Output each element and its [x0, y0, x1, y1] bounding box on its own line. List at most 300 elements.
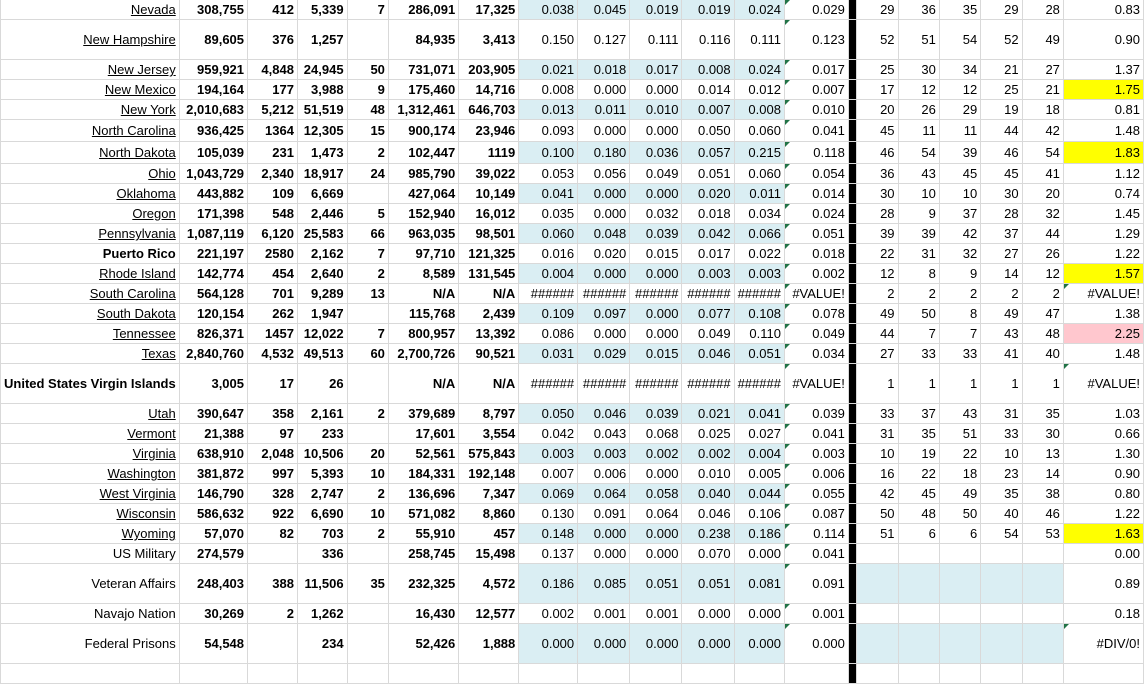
- count-cell[interactable]: 13: [347, 284, 388, 304]
- state-link[interactable]: Wisconsin: [116, 506, 176, 521]
- state-link[interactable]: Nevada: [130, 2, 176, 17]
- rank-cell[interactable]: 8: [898, 264, 939, 284]
- count-cell[interactable]: 3,554: [459, 424, 519, 444]
- state-name-cell[interactable]: [1, 524, 180, 544]
- count-cell[interactable]: 2: [347, 264, 388, 284]
- rank-cell[interactable]: 48: [898, 504, 939, 524]
- count-cell[interactable]: 2: [347, 404, 388, 424]
- ratio-cell[interactable]: 1.75: [1063, 80, 1143, 100]
- count-cell[interactable]: [248, 624, 298, 664]
- rank-cell[interactable]: 12: [939, 80, 980, 100]
- count-cell[interactable]: 16,012: [459, 204, 519, 224]
- state-name-cell[interactable]: [1, 484, 180, 504]
- count-cell[interactable]: 14,716: [459, 80, 519, 100]
- count-cell[interactable]: 308,755: [179, 0, 247, 20]
- rate-cell[interactable]: 0.048: [578, 224, 630, 244]
- rank-cell[interactable]: [939, 604, 980, 624]
- state-link[interactable]: Virginia: [132, 446, 176, 461]
- average-rate-cell[interactable]: 0.055: [784, 484, 848, 504]
- rate-cell[interactable]: 0.004: [519, 264, 578, 284]
- state-name-cell[interactable]: [1, 624, 180, 664]
- state-name-cell[interactable]: [1, 164, 180, 184]
- rank-cell[interactable]: 45: [898, 484, 939, 504]
- count-cell[interactable]: [347, 424, 388, 444]
- ratio-cell[interactable]: 1.45: [1063, 204, 1143, 224]
- rate-cell[interactable]: 0.130: [519, 504, 578, 524]
- count-cell[interactable]: 171,398: [179, 204, 247, 224]
- state-link[interactable]: Washington: [107, 466, 176, 481]
- count-cell[interactable]: 234: [297, 624, 347, 664]
- rate-cell[interactable]: 0.014: [682, 80, 734, 100]
- count-cell[interactable]: 55,910: [388, 524, 458, 544]
- rank-cell[interactable]: 31: [898, 244, 939, 264]
- ratio-cell[interactable]: 1.29: [1063, 224, 1143, 244]
- rate-cell[interactable]: 0.051: [734, 344, 784, 364]
- ratio-cell[interactable]: 1.48: [1063, 344, 1143, 364]
- rate-cell[interactable]: 0.019: [682, 0, 734, 20]
- count-cell[interactable]: 6,690: [297, 504, 347, 524]
- count-cell[interactable]: 13,392: [459, 324, 519, 344]
- count-cell[interactable]: 24,945: [297, 60, 347, 80]
- state-name-cell[interactable]: [1, 142, 180, 164]
- rank-cell[interactable]: 17: [856, 80, 898, 100]
- rate-cell[interactable]: 0.039: [630, 404, 682, 424]
- rate-cell[interactable]: ######: [682, 364, 734, 404]
- average-rate-cell[interactable]: 0.087: [784, 504, 848, 524]
- count-cell[interactable]: 52,426: [388, 624, 458, 664]
- rank-cell[interactable]: 41: [981, 344, 1022, 364]
- rank-cell[interactable]: 29: [981, 0, 1022, 20]
- rate-cell[interactable]: 0.003: [734, 264, 784, 284]
- rank-cell[interactable]: 10: [939, 184, 980, 204]
- ratio-cell[interactable]: 0.74: [1063, 184, 1143, 204]
- rank-cell[interactable]: 43: [898, 164, 939, 184]
- count-cell[interactable]: N/A: [388, 364, 458, 404]
- rate-cell[interactable]: 0.002: [682, 444, 734, 464]
- count-cell[interactable]: 175,460: [388, 80, 458, 100]
- count-cell[interactable]: [248, 544, 298, 564]
- rank-cell[interactable]: 23: [981, 464, 1022, 484]
- rank-cell[interactable]: 41: [1022, 164, 1063, 184]
- rank-cell[interactable]: 47: [1022, 304, 1063, 324]
- count-cell[interactable]: 39,022: [459, 164, 519, 184]
- rate-cell[interactable]: 0.010: [682, 464, 734, 484]
- rate-cell[interactable]: 0.018: [578, 60, 630, 80]
- rank-cell[interactable]: 2: [981, 284, 1022, 304]
- count-cell[interactable]: 233: [297, 424, 347, 444]
- average-rate-cell[interactable]: 0.091: [784, 564, 848, 604]
- state-name-cell[interactable]: [1, 344, 180, 364]
- state-link[interactable]: Wyoming: [121, 526, 176, 541]
- rank-cell[interactable]: 1: [1022, 364, 1063, 404]
- rank-cell[interactable]: 27: [981, 244, 1022, 264]
- rate-cell[interactable]: 0.017: [630, 60, 682, 80]
- rank-cell[interactable]: 2: [939, 284, 980, 304]
- rate-cell[interactable]: 0.024: [734, 60, 784, 80]
- rate-cell[interactable]: 0.060: [734, 164, 784, 184]
- count-cell[interactable]: 5,212: [248, 100, 298, 120]
- average-rate-cell[interactable]: 0.051: [784, 224, 848, 244]
- count-cell[interactable]: 89,605: [179, 20, 247, 60]
- count-cell[interactable]: 16,430: [388, 604, 458, 624]
- state-link[interactable]: Pennsylvania: [98, 226, 176, 241]
- rate-cell[interactable]: 0.041: [519, 184, 578, 204]
- average-rate-cell[interactable]: 0.041: [784, 544, 848, 564]
- count-cell[interactable]: 8,589: [388, 264, 458, 284]
- rank-cell[interactable]: 44: [856, 324, 898, 344]
- average-rate-cell[interactable]: 0.000: [784, 624, 848, 664]
- rank-cell[interactable]: 8: [939, 304, 980, 324]
- rate-cell[interactable]: 0.003: [682, 264, 734, 284]
- state-name-cell[interactable]: [1, 264, 180, 284]
- rate-cell[interactable]: 0.036: [630, 142, 682, 164]
- empty-cell[interactable]: [856, 664, 898, 684]
- rank-cell[interactable]: 29: [856, 0, 898, 20]
- state-link[interactable]: West Virginia: [99, 486, 176, 501]
- count-cell[interactable]: 2: [248, 604, 298, 624]
- state-name-cell[interactable]: [1, 224, 180, 244]
- rate-cell[interactable]: ######: [578, 284, 630, 304]
- state-name-cell[interactable]: [1, 504, 180, 524]
- count-cell[interactable]: [347, 624, 388, 664]
- count-cell[interactable]: 826,371: [179, 324, 247, 344]
- rate-cell[interactable]: 0.086: [519, 324, 578, 344]
- state-link[interactable]: Oregon: [132, 206, 176, 221]
- state-name-cell[interactable]: [1, 424, 180, 444]
- count-cell[interactable]: 381,872: [179, 464, 247, 484]
- count-cell[interactable]: 66: [347, 224, 388, 244]
- count-cell[interactable]: 48: [347, 100, 388, 120]
- count-cell[interactable]: 731,071: [388, 60, 458, 80]
- rank-cell[interactable]: 18: [1022, 100, 1063, 120]
- rank-cell[interactable]: [856, 604, 898, 624]
- rate-cell[interactable]: 0.070: [682, 544, 734, 564]
- rank-cell[interactable]: 50: [898, 304, 939, 324]
- rank-cell[interactable]: 49: [856, 304, 898, 324]
- rate-cell[interactable]: 0.017: [682, 244, 734, 264]
- average-rate-cell[interactable]: #VALUE!: [784, 364, 848, 404]
- rate-cell[interactable]: 0.001: [630, 604, 682, 624]
- rate-cell[interactable]: 0.068: [630, 424, 682, 444]
- count-cell[interactable]: 10,506: [297, 444, 347, 464]
- ratio-cell[interactable]: 2.25: [1063, 324, 1143, 344]
- average-rate-cell[interactable]: 0.114: [784, 524, 848, 544]
- count-cell[interactable]: 24: [347, 164, 388, 184]
- rate-cell[interactable]: 0.035: [519, 204, 578, 224]
- rank-cell[interactable]: [856, 624, 898, 664]
- count-cell[interactable]: 457: [459, 524, 519, 544]
- rate-cell[interactable]: 0.020: [682, 184, 734, 204]
- rank-cell[interactable]: 45: [939, 164, 980, 184]
- rate-cell[interactable]: 0.060: [519, 224, 578, 244]
- rank-cell[interactable]: 37: [981, 224, 1022, 244]
- state-name-cell[interactable]: [1, 324, 180, 344]
- rate-cell[interactable]: 0.100: [519, 142, 578, 164]
- count-cell[interactable]: 274,579: [179, 544, 247, 564]
- rank-cell[interactable]: 6: [939, 524, 980, 544]
- count-cell[interactable]: 26: [297, 364, 347, 404]
- rate-cell[interactable]: 0.000: [519, 624, 578, 664]
- rate-cell[interactable]: ######: [519, 284, 578, 304]
- rate-cell[interactable]: 0.116: [682, 20, 734, 60]
- rate-cell[interactable]: 0.000: [578, 184, 630, 204]
- rate-cell[interactable]: 0.002: [519, 604, 578, 624]
- rank-cell[interactable]: 30: [981, 184, 1022, 204]
- empty-cell[interactable]: [519, 664, 578, 684]
- count-cell[interactable]: 232,325: [388, 564, 458, 604]
- average-rate-cell[interactable]: 0.010: [784, 100, 848, 120]
- count-cell[interactable]: 231: [248, 142, 298, 164]
- rank-cell[interactable]: [1022, 604, 1063, 624]
- rate-cell[interactable]: 0.111: [734, 20, 784, 60]
- rank-cell[interactable]: 28: [1022, 0, 1063, 20]
- count-cell[interactable]: 936,425: [179, 120, 247, 142]
- count-cell[interactable]: 97,710: [388, 244, 458, 264]
- empty-cell[interactable]: [1063, 664, 1143, 684]
- rank-cell[interactable]: 42: [939, 224, 980, 244]
- rate-cell[interactable]: 0.058: [630, 484, 682, 504]
- average-rate-cell[interactable]: 0.034: [784, 344, 848, 364]
- state-name-cell[interactable]: [1, 364, 180, 404]
- rate-cell[interactable]: ######: [682, 284, 734, 304]
- rate-cell[interactable]: 0.016: [519, 244, 578, 264]
- rate-cell[interactable]: ######: [734, 364, 784, 404]
- rank-cell[interactable]: 49: [939, 484, 980, 504]
- count-cell[interactable]: 586,632: [179, 504, 247, 524]
- rank-cell[interactable]: 22: [898, 464, 939, 484]
- ratio-cell[interactable]: 0.90: [1063, 20, 1143, 60]
- rate-cell[interactable]: 0.056: [578, 164, 630, 184]
- state-link[interactable]: Oklahoma: [116, 186, 176, 201]
- count-cell[interactable]: 443,882: [179, 184, 247, 204]
- count-cell[interactable]: 17,325: [459, 0, 519, 20]
- rank-cell[interactable]: 43: [981, 324, 1022, 344]
- count-cell[interactable]: 115,768: [388, 304, 458, 324]
- count-cell[interactable]: 57,070: [179, 524, 247, 544]
- rank-cell[interactable]: 35: [981, 484, 1022, 504]
- count-cell[interactable]: 2,340: [248, 164, 298, 184]
- count-cell[interactable]: 1,473: [297, 142, 347, 164]
- rate-cell[interactable]: 0.000: [578, 120, 630, 142]
- average-rate-cell[interactable]: 0.018: [784, 244, 848, 264]
- rate-cell[interactable]: 0.019: [630, 0, 682, 20]
- count-cell[interactable]: 7: [347, 244, 388, 264]
- count-cell[interactable]: [347, 604, 388, 624]
- ratio-cell[interactable]: 1.03: [1063, 404, 1143, 424]
- rate-cell[interactable]: 0.000: [630, 464, 682, 484]
- rate-cell[interactable]: 0.180: [578, 142, 630, 164]
- state-link[interactable]: New Mexico: [104, 82, 176, 97]
- ratio-cell[interactable]: #VALUE!: [1063, 364, 1143, 404]
- count-cell[interactable]: 2,640: [297, 264, 347, 284]
- state-link[interactable]: North Dakota: [99, 145, 176, 160]
- count-cell[interactable]: 412: [248, 0, 298, 20]
- rate-cell[interactable]: 0.108: [734, 304, 784, 324]
- ratio-cell[interactable]: #VALUE!: [1063, 284, 1143, 304]
- rate-cell[interactable]: 0.110: [734, 324, 784, 344]
- rank-cell[interactable]: 44: [981, 120, 1022, 142]
- count-cell[interactable]: 8,860: [459, 504, 519, 524]
- rank-cell[interactable]: 54: [981, 524, 1022, 544]
- rank-cell[interactable]: 22: [939, 444, 980, 464]
- rate-cell[interactable]: 0.053: [519, 164, 578, 184]
- average-rate-cell[interactable]: 0.003: [784, 444, 848, 464]
- count-cell[interactable]: 5,339: [297, 0, 347, 20]
- count-cell[interactable]: 17: [248, 364, 298, 404]
- count-cell[interactable]: 50: [347, 60, 388, 80]
- state-name-cell[interactable]: [1, 80, 180, 100]
- count-cell[interactable]: 4,532: [248, 344, 298, 364]
- state-name-cell[interactable]: [1, 204, 180, 224]
- empty-cell[interactable]: [784, 664, 848, 684]
- rank-cell[interactable]: 14: [1022, 464, 1063, 484]
- rate-cell[interactable]: 0.001: [578, 604, 630, 624]
- rate-cell[interactable]: 0.004: [734, 444, 784, 464]
- rank-cell[interactable]: 13: [1022, 444, 1063, 464]
- count-cell[interactable]: 142,774: [179, 264, 247, 284]
- rank-cell[interactable]: 2: [856, 284, 898, 304]
- count-cell[interactable]: 997: [248, 464, 298, 484]
- rank-cell[interactable]: 34: [939, 60, 980, 80]
- rank-cell[interactable]: 12: [1022, 264, 1063, 284]
- rate-cell[interactable]: 0.109: [519, 304, 578, 324]
- rate-cell[interactable]: 0.215: [734, 142, 784, 164]
- count-cell[interactable]: 60: [347, 344, 388, 364]
- count-cell[interactable]: 15: [347, 120, 388, 142]
- average-rate-cell[interactable]: 0.001: [784, 604, 848, 624]
- rate-cell[interactable]: 0.038: [519, 0, 578, 20]
- average-rate-cell[interactable]: 0.007: [784, 80, 848, 100]
- count-cell[interactable]: 1,947: [297, 304, 347, 324]
- rate-cell[interactable]: 0.186: [519, 564, 578, 604]
- count-cell[interactable]: 5: [347, 204, 388, 224]
- rank-cell[interactable]: 33: [898, 344, 939, 364]
- rate-cell[interactable]: 0.050: [682, 120, 734, 142]
- count-cell[interactable]: 23,946: [459, 120, 519, 142]
- rank-cell[interactable]: 22: [856, 244, 898, 264]
- rank-cell[interactable]: 33: [939, 344, 980, 364]
- rate-cell[interactable]: 0.042: [519, 424, 578, 444]
- state-name-cell[interactable]: [1, 20, 180, 60]
- rank-cell[interactable]: 51: [939, 424, 980, 444]
- rank-cell[interactable]: 19: [898, 444, 939, 464]
- state-link[interactable]: Utah: [148, 406, 176, 421]
- rank-cell[interactable]: 43: [939, 404, 980, 424]
- rate-cell[interactable]: ######: [630, 364, 682, 404]
- rate-cell[interactable]: 0.000: [578, 544, 630, 564]
- count-cell[interactable]: 10: [347, 504, 388, 524]
- rank-cell[interactable]: 40: [981, 504, 1022, 524]
- ratio-cell[interactable]: 1.38: [1063, 304, 1143, 324]
- rate-cell[interactable]: 0.008: [682, 60, 734, 80]
- rate-cell[interactable]: 0.000: [630, 264, 682, 284]
- rank-cell[interactable]: 36: [856, 164, 898, 184]
- rank-cell[interactable]: 12: [856, 264, 898, 284]
- rank-cell[interactable]: 11: [939, 120, 980, 142]
- rank-cell[interactable]: 52: [856, 20, 898, 60]
- empty-cell[interactable]: [297, 664, 347, 684]
- count-cell[interactable]: 2: [347, 484, 388, 504]
- state-name-cell[interactable]: [1, 464, 180, 484]
- rank-cell[interactable]: [981, 604, 1022, 624]
- count-cell[interactable]: 1,262: [297, 604, 347, 624]
- ratio-cell[interactable]: 1.63: [1063, 524, 1143, 544]
- rank-cell[interactable]: 46: [856, 142, 898, 164]
- count-cell[interactable]: 49,513: [297, 344, 347, 364]
- average-rate-cell[interactable]: 0.024: [784, 204, 848, 224]
- count-cell[interactable]: 4,848: [248, 60, 298, 80]
- rank-cell[interactable]: 7: [898, 324, 939, 344]
- count-cell[interactable]: 121,325: [459, 244, 519, 264]
- rate-cell[interactable]: 0.024: [734, 0, 784, 20]
- count-cell[interactable]: 82: [248, 524, 298, 544]
- count-cell[interactable]: 109: [248, 184, 298, 204]
- ratio-cell[interactable]: 0.18: [1063, 604, 1143, 624]
- count-cell[interactable]: 328: [248, 484, 298, 504]
- rank-cell[interactable]: [898, 624, 939, 664]
- count-cell[interactable]: 2,446: [297, 204, 347, 224]
- rank-cell[interactable]: 45: [856, 120, 898, 142]
- average-rate-cell[interactable]: 0.029: [784, 0, 848, 20]
- count-cell[interactable]: 2,700,726: [388, 344, 458, 364]
- rank-cell[interactable]: [939, 564, 980, 604]
- count-cell[interactable]: 6,669: [297, 184, 347, 204]
- count-cell[interactable]: 152,940: [388, 204, 458, 224]
- count-cell[interactable]: 2: [347, 142, 388, 164]
- rate-cell[interactable]: 0.000: [630, 120, 682, 142]
- empty-cell[interactable]: [939, 664, 980, 684]
- rate-cell[interactable]: 0.006: [578, 464, 630, 484]
- rate-cell[interactable]: 0.041: [734, 404, 784, 424]
- rank-cell[interactable]: 27: [1022, 60, 1063, 80]
- rank-cell[interactable]: 30: [1022, 424, 1063, 444]
- rate-cell[interactable]: ######: [578, 364, 630, 404]
- count-cell[interactable]: 1457: [248, 324, 298, 344]
- count-cell[interactable]: 571,082: [388, 504, 458, 524]
- count-cell[interactable]: 2,747: [297, 484, 347, 504]
- count-cell[interactable]: 10,149: [459, 184, 519, 204]
- rate-cell[interactable]: 0.012: [734, 80, 784, 100]
- rate-cell[interactable]: 0.186: [734, 524, 784, 544]
- count-cell[interactable]: 5,393: [297, 464, 347, 484]
- average-rate-cell[interactable]: 0.014: [784, 184, 848, 204]
- count-cell[interactable]: 703: [297, 524, 347, 544]
- rate-cell[interactable]: 0.069: [519, 484, 578, 504]
- state-link[interactable]: North Carolina: [91, 123, 176, 138]
- average-rate-cell[interactable]: 0.017: [784, 60, 848, 80]
- rank-cell[interactable]: 1: [898, 364, 939, 404]
- rate-cell[interactable]: ######: [630, 284, 682, 304]
- rank-cell[interactable]: [981, 544, 1022, 564]
- rate-cell[interactable]: 0.015: [630, 344, 682, 364]
- rank-cell[interactable]: 31: [856, 424, 898, 444]
- count-cell[interactable]: 21,388: [179, 424, 247, 444]
- rank-cell[interactable]: 9: [898, 204, 939, 224]
- rank-cell[interactable]: 35: [898, 424, 939, 444]
- count-cell[interactable]: 11,506: [297, 564, 347, 604]
- rate-cell[interactable]: 0.027: [734, 424, 784, 444]
- rank-cell[interactable]: 21: [1022, 80, 1063, 100]
- rate-cell[interactable]: 0.043: [578, 424, 630, 444]
- empty-cell[interactable]: [248, 664, 298, 684]
- state-name-cell[interactable]: [1, 0, 180, 20]
- state-link[interactable]: Tennessee: [112, 326, 176, 341]
- rate-cell[interactable]: 0.031: [519, 344, 578, 364]
- average-rate-cell[interactable]: 0.041: [784, 120, 848, 142]
- rank-cell[interactable]: 49: [981, 304, 1022, 324]
- rank-cell[interactable]: 39: [856, 224, 898, 244]
- average-rate-cell[interactable]: 0.078: [784, 304, 848, 324]
